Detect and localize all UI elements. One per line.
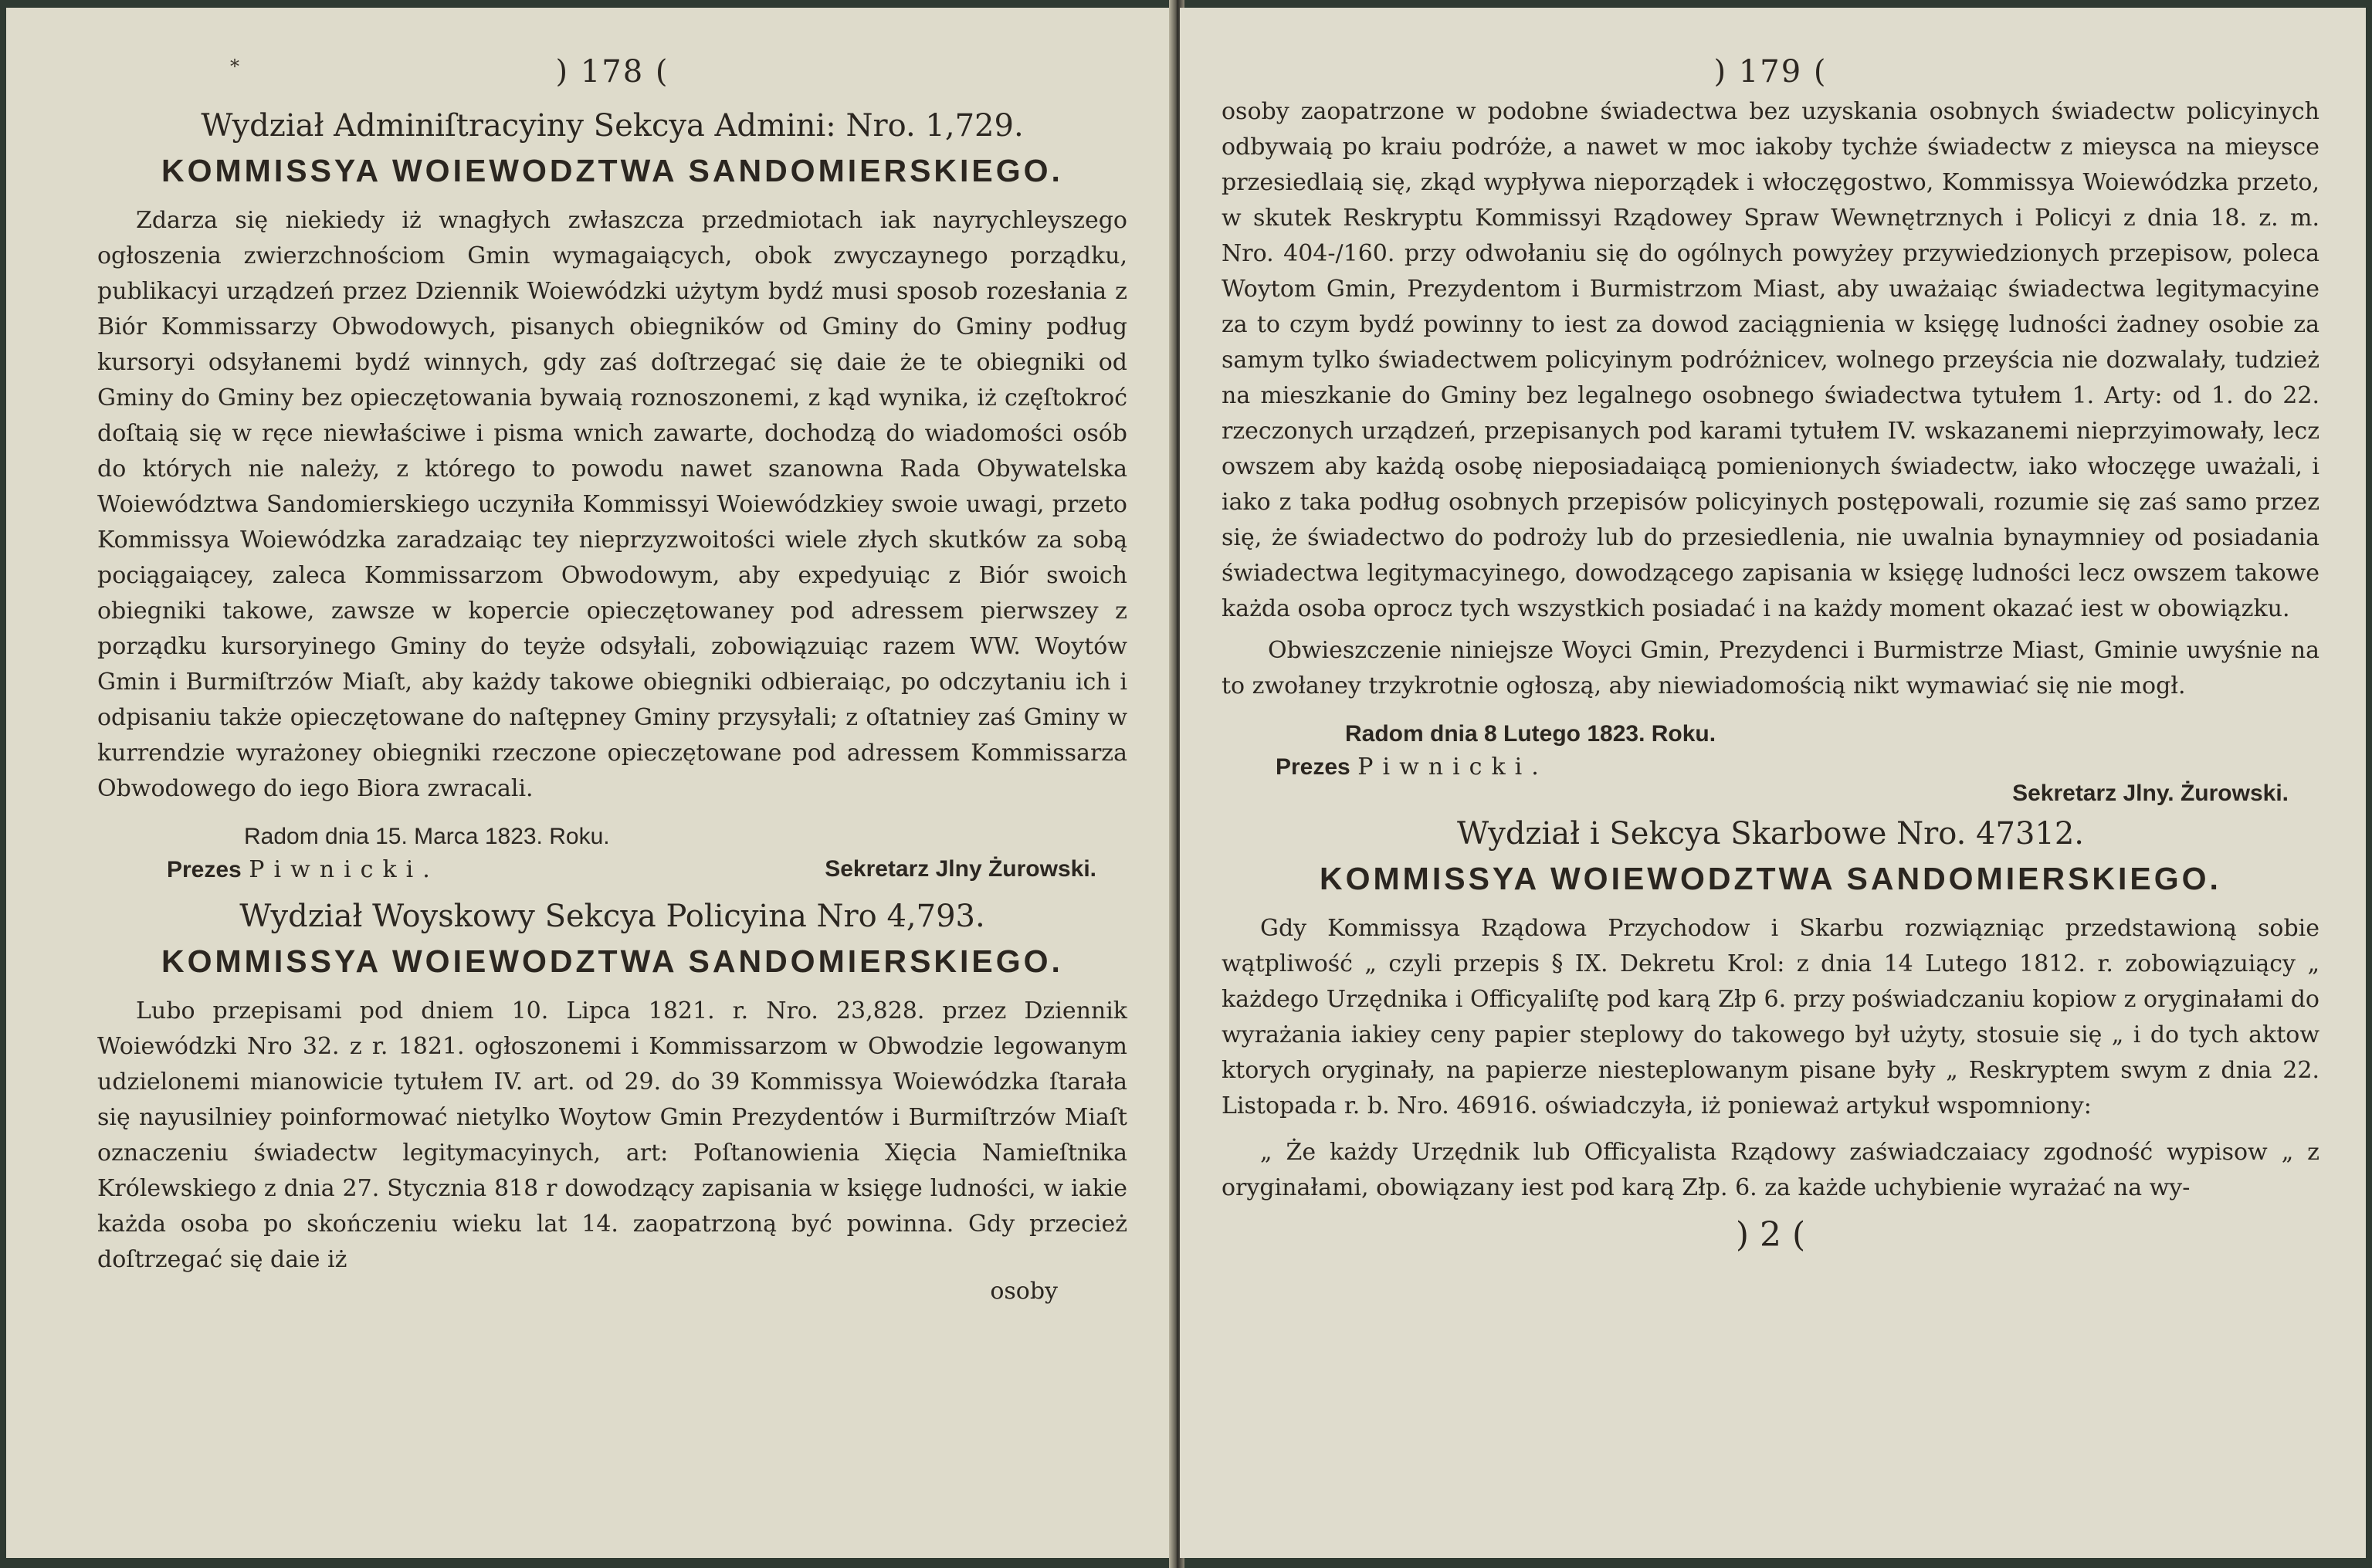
quoted-article: „ Że każdy Urzędnik lub Officyalista Rządowy zaświadczaiacy zgodność wypisow „ z oryginałami, obowiązany iest pod karą Złp. 6. za każde uchybienie wyrażać na wy-: [1222, 1139, 2319, 1201]
left-page: [6, 8, 1174, 1558]
secretary-signature: Sekretarz Jlny. Żurowski.: [2012, 781, 2289, 806]
page-number: ) 179 (: [1713, 54, 1828, 90]
president-name: Piwnicki.: [249, 856, 439, 883]
notice-paragraph: Obwieszczenie niniejsze Woyci Gmin, Prezydenci i Burmistrze Miast, Gminie uwyśnie na to zwołaney trzykrotnie ogłoszą, aby niewiadomością nikt wymawiać się nie mogł.: [1222, 637, 2319, 699]
section-administrative: [97, 108, 1127, 883]
section-treasury: [1222, 816, 2319, 1255]
signature-row: [167, 856, 1096, 883]
president-label: Prezes: [167, 857, 242, 882]
president-signature: [167, 856, 439, 883]
president-signature: [1276, 754, 2319, 781]
page-number: ) 178 (: [555, 54, 669, 90]
section-military: [97, 899, 1127, 1305]
body-paragraph: Gdy Kommissya Rządowa Przychodow i Skarbu rozwiązniąc przedstawioną sobie wątpliwość „ czyli przepis § IX. Dekretu Krol: z dnia 14 Lutego 1812. r. zobowiązuiący „ każdego Urzędnika i Officyaliſtę pod karą Złp 6. przy poświadczaniu kopiow z oryginałami do wyrażania iakiey ceny papier steplowy do takowego był użyty, stosuie się „ i do tych aktow ktorych oryginały, na papierze niesteplowanym pisane były „ Reskryptem swym z dnia 22. Listopada r. b. Nro. 46916. oświadczyła, iż ponieważ artykuł wspomniony:: [1222, 915, 2319, 1119]
right-page: [1180, 8, 2366, 1558]
president-name: Piwnicki.: [1357, 754, 1548, 781]
place-date: Radom dnia 15. Marca 1823. Roku.: [244, 824, 610, 849]
commission-heading: KOMMISSYA WOIEWODZTWA SANDOMIERSKIEGO.: [161, 943, 1063, 979]
signature-block: [1276, 754, 2319, 807]
body-paragraph: osoby zaopatrzone w podobne świadectwa bez uzyskania osobnych świadectw policyinych odbywaią po kraiu podróże, a nawet w moc iakoby tychże świadectw z mieysca na mieysce przesiedlaią się, zkąd wypływa nieporządek i włoczęgostwo, Kommissya Woiewódzka przeto, w skutek Reskryptu Kommissyi Rządowey Spraw Wewnętrznych i Policyi z dnia 18. z. m. Nro. 404-/160. przy odwołaniu się do ogólnych powyżey przywiedzionych przepisow, poleca Woytom Gmin, Prezydentom i Burmistrzom Miast, aby uważaiąc świadectwa legitymacyine za to czym bydź powinny to iest za dowod zaciągnienia w księgę ludności żadney osobie za samym tylko świadectwem policyinym podróżnicev, wolnego przeyścia nie dozwalały, tudzież na mieszkanie do Gminy bez legalnego osobnego świadectwa tytułem 1. Arty: od 1. do 22. rzeczonych urządzeń, przepisanych pod karami tytułem IV. wskazanemi nieprzyimowały, lecz owszem aby każdą osobę nieposiadaiącą pomienionych świadectw, iako włoczęge uważali, i iako z taka podług osobnych przepisów policyinych postępowali, rozumie się zaś samo przez się, że świadectwo do podroży lub do przesiedlenia, nie uwalnia bynaymniey od posiadania świadectwa legitymacyinego, dowodzącego zapisania w księgę ludności lecz owszem takowe każda osoba oprocz tych wszystkich posiadać i na każdy moment okazać iest w obowiązku.: [1222, 98, 2319, 622]
body-paragraph: Lubo przepisami pod dniem 10. Lipca 1821. r. Nro. 23,828. przez Dziennik Woiewódzki Nro 32. z r. 1821. ogłoszonemi i Kommissarzom w Obwodzie legowanym udzielonemi mianowicie tytułem IV. art. od 29. do 39 Kommissya Woiewódzka ſtarała się nayusilniey poinformować nietylko Woytow Gmin Prezydentów i Burmiſtrzów Miaſt oznaczeniu świadectw legitymacyinych, art: Poſtanowienia Xięcia Namieſtnika Królewskiego z dnia 27. Stycznia 818 r dowodzący zapisania w księge ludności, w iakie każda osoba po skończeniu wieku lat 14. zaopatrzoną być powinna. Gdy przecież doſtrzegać się daie iż: [97, 997, 1127, 1273]
department-heading: Wydział Adminiſtracyiny Sekcya Admini: Nro. 1,729.: [201, 108, 1024, 144]
commission-heading: KOMMISSYA WOIEWODZTWA SANDOMIERSKIEGO.: [1320, 861, 2221, 896]
secretary-signature: Sekretarz Jlny Żurowski.: [825, 856, 1096, 882]
president-label: Prezes: [1276, 754, 1350, 780]
signature-mark: ) 2 (: [1735, 1215, 1806, 1255]
ink-mark: *: [230, 56, 239, 77]
place-date: Radom dnia 8 Lutego 1823. Roku.: [1345, 721, 1716, 747]
catchword: osoby: [990, 1278, 1058, 1305]
commission-heading: KOMMISSYA WOIEWODZTWA SANDOMIERSKIEGO.: [161, 153, 1063, 188]
body-paragraph: Zdarza się niekiedy iż wnagłych zwłaszcza przedmiotach iak nayrychleyszego ogłoszenia zwierzchnościom Gmin wymagaiących, obok zwyczaynego porządku, publikacyi urządzeń przez Dziennik Woiewódzki użytym bydź musi sposob rozesłania z Biór Kommissarzy Obwodowych, pisanych obiegników od Gminy do Gminy podług kursoryi odsyłanemi bydź winnych, gdy zaś doſtrzegać się daie że te obiegniki od Gminy do Gminy bez opieczętowania bywaią roznoszonemi, z kąd wynika, iż częſtokroć doſtaią się w ręce niewłaściwe i pisma wnich zawarte, dochodzą do wiadomości osób do których nie należy, z którego to powodu nawet szanowna Rada Obywatelska Woiewództwa Sandomierskiego uczyniła Kommissyi Woiewódzkiey swoie uwagi, przeto Kommissya Woiewódzka zaradzaiąc tey nieprzyzwoitości wiele złych skutków za sobą pociągaiącey, zaleca Kommissarzom Obwodowym, aby expedyuiąc z Biór swoich obiegniki takowe, zawsze w kopercie opieczętowaney pod adressem pierwszey z porządku kursoryinego Gminy do teyże odsyłali, zobowiązuiąc razem WW. Woytów Gmin i Burmiſtrzów Miaſt, aby każdy takowe obiegniki odbieraiąc, po odczytaniu ich i odpisaniu także opieczętowane do naſtępney Gminy przysyłali; z oſtatniey zaś Gminy w kurrendzie wyrażoney obiegniki rzeczone opieczętowane pod adressem Kommissarza Obwodowego do iego Biora zwracali.: [97, 207, 1127, 802]
department-heading: Wydział i Sekcya Skarbowe Nro. 47312.: [1456, 816, 2085, 852]
department-heading: Wydział Woyskowy Sekcya Policyina Nro 4,793.: [239, 899, 985, 934]
